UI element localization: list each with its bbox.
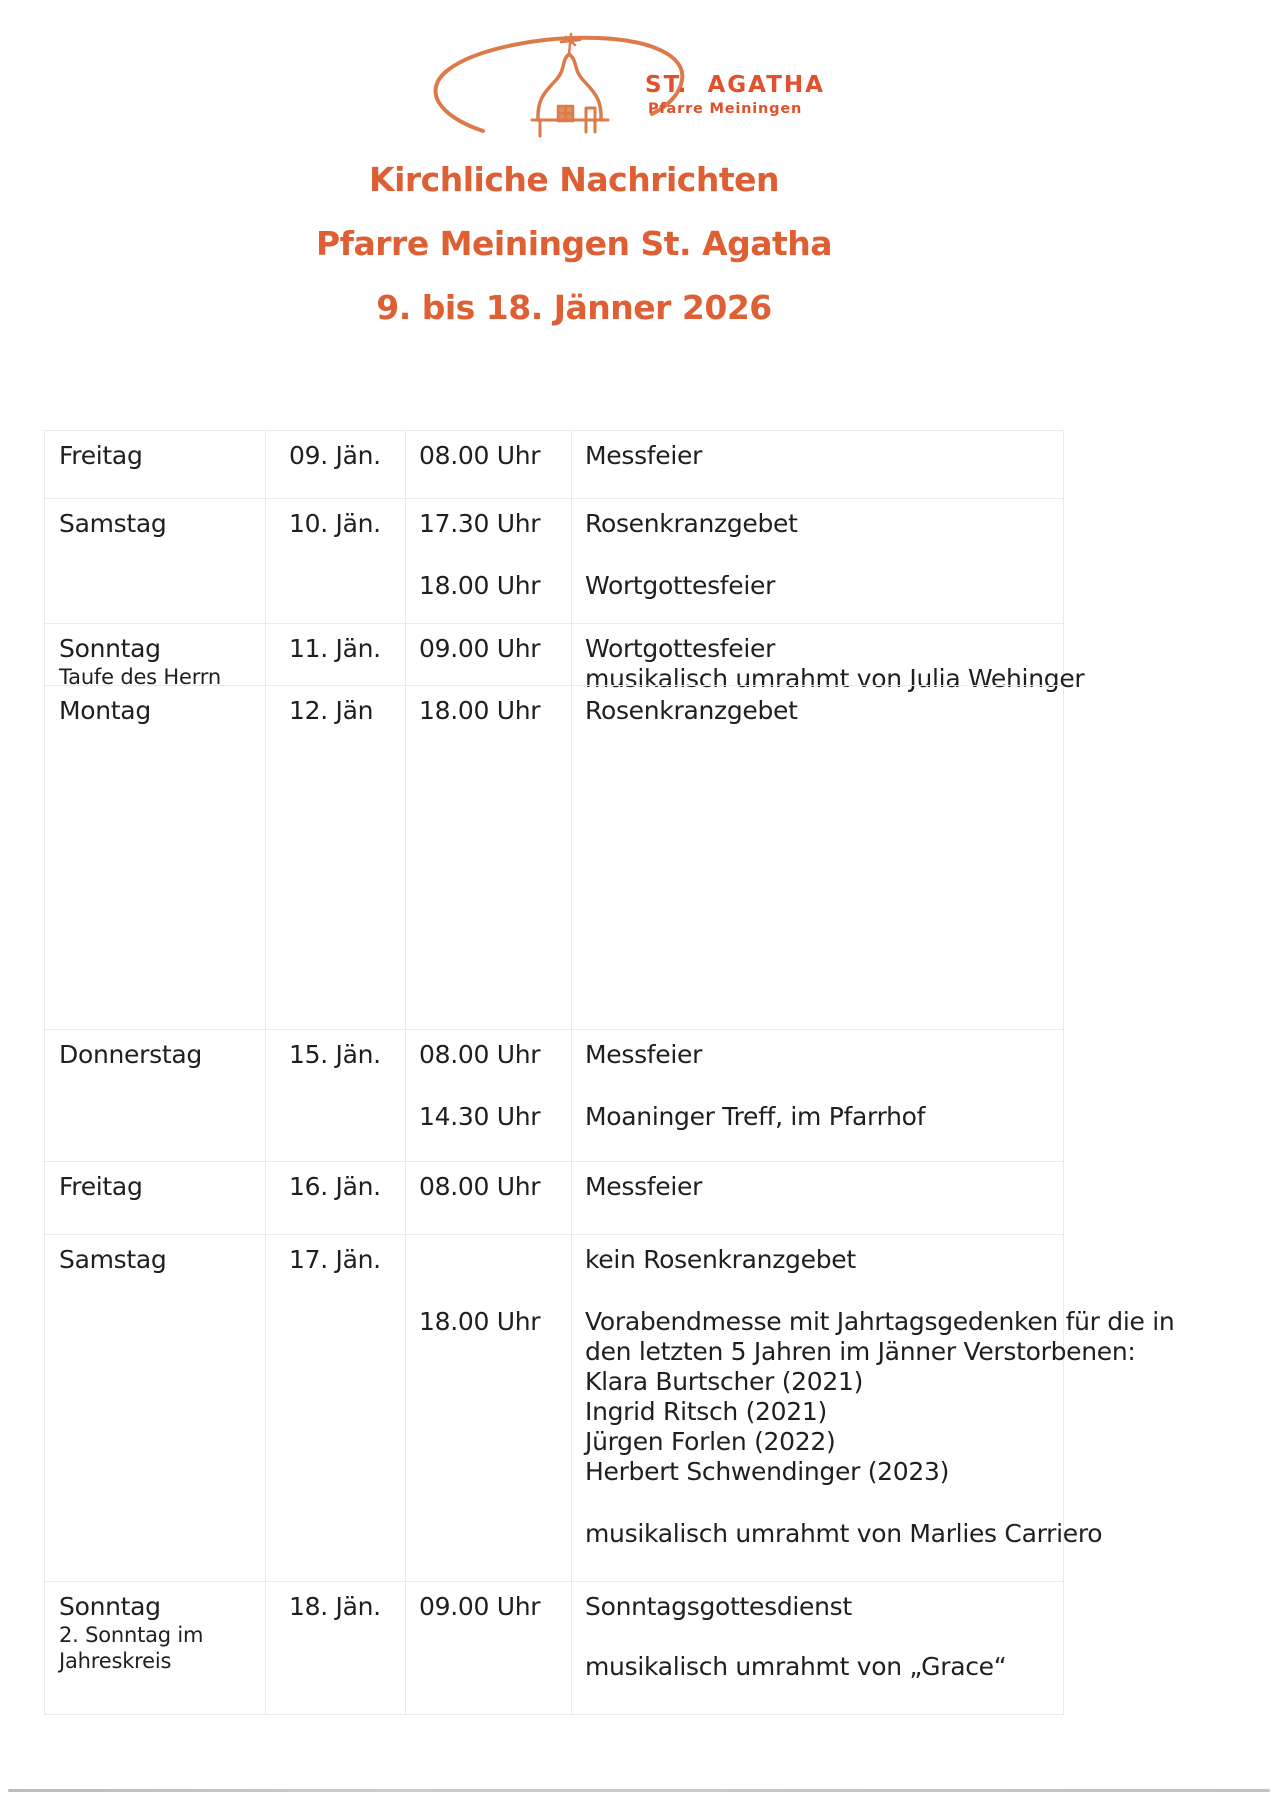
event-line: musikalisch umrahmt von „Grace“ [585,1652,1007,1681]
schedule-entry [45,1519,1103,1549]
schedule-day-block [45,1161,1063,1202]
event-line: musikalisch umrahmt von Marlies Carriero [585,1519,1103,1548]
event-line: Vorabendmesse mit Jahrtagsgedenken für die in [585,1307,1175,1336]
schedule-day-block [45,623,1085,693]
event-line: den letzten 5 Jahren im Jänner Verstorbenen: [585,1337,1136,1366]
page-title-line-3: 9. bis 18. Jänner 2026 [376,288,772,327]
date-cell: 18. Jän. [289,1592,381,1621]
day-label: Sonntag [59,634,161,663]
event-cell [571,696,1063,726]
schedule-table [44,430,1175,1715]
time-cell: 09.00 Uhr [419,1592,541,1621]
schedule-entry [45,1592,1063,1682]
schedule-entry [45,441,1063,471]
schedule-entry [45,1307,1175,1487]
schedule-entry [45,1245,1063,1275]
event-line: Moaninger Treff, im Pfarrhof [585,1102,926,1131]
event-cell [571,571,1063,601]
event-line: Rosenkranzgebet [585,696,798,725]
day-cell: Samstag [59,1245,167,1274]
date-cell: 12. Jän [289,696,374,725]
date-cell: 10. Jän. [289,509,381,538]
day-cell: Donnerstag [59,1040,202,1069]
page-title-line-2: Pfarre Meiningen St. Agatha [315,224,833,263]
column-divider [405,431,406,1714]
schedule-entry [45,571,1063,601]
event-cell [571,1307,1175,1487]
date-cell: 09. Jän. [289,441,381,470]
event-line: Herbert Schwendinger (2023) [585,1457,950,1486]
schedule-entry [45,696,1063,726]
date-cell: 17. Jän. [289,1245,381,1274]
event-line: Jürgen Forlen (2022) [585,1427,836,1456]
time-cell: 18.00 Uhr [419,1307,541,1336]
time-cell: 18.00 Uhr [419,696,541,725]
day-label: Sonntag [59,1592,161,1621]
event-line: musikalisch umrahmt von Julia Wehinger [585,664,1085,693]
event-line: Ingrid Ritsch (2021) [585,1397,827,1426]
event-line: Wortgottesfeier [585,571,776,600]
event-cell [571,441,1063,471]
schedule-day-block [45,1234,1175,1549]
time-cell: 08.00 Uhr [419,1172,541,1201]
event-cell [571,1102,1063,1132]
day-cell: Freitag [59,441,143,470]
event-cell [571,1245,1063,1275]
time-cell: 08.00 Uhr [419,441,541,470]
date-cell: 16. Jän. [289,1172,381,1201]
event-line [585,1622,1063,1652]
time-cell: 17.30 Uhr [419,509,541,538]
event-line: Wortgottesfeier [585,634,776,663]
day-cell: Samstag [59,509,167,538]
event-line: Klara Burtscher (2021) [585,1367,864,1396]
event-line: Messfeier [585,441,703,470]
logo-sub-name: Pfarre Meiningen [648,101,803,117]
day-cell: Freitag [59,1172,143,1201]
schedule-day-block [45,685,1063,1029]
time-cell: 18.00 Uhr [419,571,541,600]
page-title [0,148,1148,340]
schedule-entry [45,509,1063,539]
day-cell [45,634,265,690]
event-line: kein Rosenkranzgebet [585,1245,856,1274]
event-cell [571,1040,1063,1070]
event-cell [571,509,1063,539]
schedule-day-block [45,1581,1063,1682]
logo-org-name: ST. AGATHA [645,72,825,98]
date-cell: 11. Jän. [289,634,381,663]
schedule-entry [45,1102,1063,1132]
schedule-day-block [45,498,1063,623]
event-cell [571,1172,1063,1202]
schedule-day-block [45,1029,1063,1161]
event-cell [571,1519,1103,1549]
day-note: 2. Sonntag im Jahreskreis [59,1623,204,1673]
event-line: Messfeier [585,1040,703,1069]
schedule-day-block [45,431,1063,498]
event-cell [571,1592,1063,1682]
day-note: Taufe des Herrn [59,665,221,689]
column-divider [571,431,572,1714]
day-cell [45,1592,265,1674]
schedule-entry [45,1040,1063,1070]
time-cell: 14.30 Uhr [419,1102,541,1131]
time-cell: 09.00 Uhr [419,634,541,663]
column-divider [265,431,266,1714]
day-cell: Montag [59,696,151,725]
page-title-line-1: Kirchliche Nachrichten [369,160,779,199]
event-line: Sonntagsgottesdienst [585,1592,852,1621]
event-line: Messfeier [585,1172,703,1201]
event-line: Rosenkranzgebet [585,509,798,538]
scan-edge-line [8,1789,1270,1792]
schedule-entry [45,1172,1063,1202]
date-cell: 15. Jän. [289,1040,381,1069]
time-cell: 08.00 Uhr [419,1040,541,1069]
